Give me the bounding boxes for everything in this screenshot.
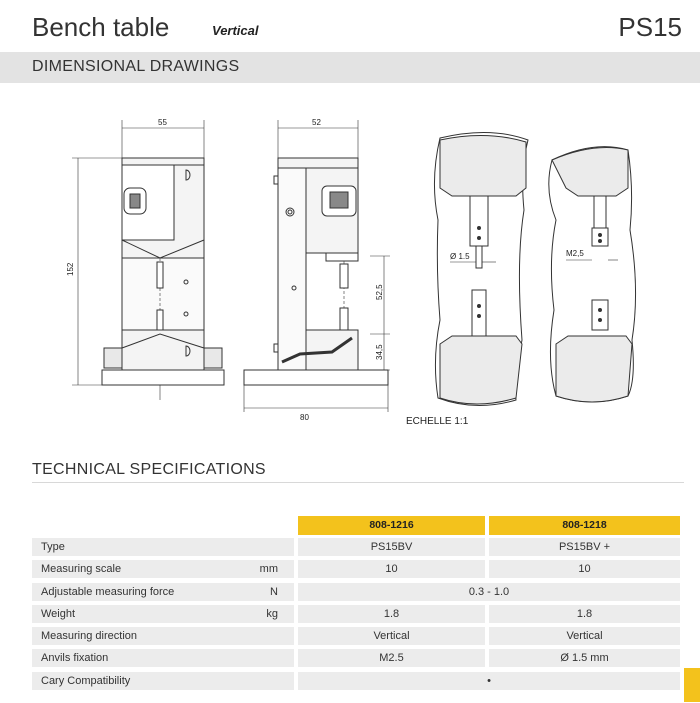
specs-section-title: TECHNICAL SPECIFICATIONS (32, 461, 266, 478)
product-code: PS15 (618, 12, 682, 42)
table-row (32, 536, 682, 558)
column-header-808-1216: 808-1216 (298, 516, 485, 535)
table-row (32, 625, 682, 647)
anvil-detail-round (434, 132, 528, 405)
specs-divider (32, 482, 684, 483)
cary-compatible-dot: • (298, 672, 680, 690)
row-label: Anvils fixation (32, 649, 294, 667)
dimensional-drawings (0, 95, 700, 440)
row-value: 10 (298, 560, 485, 578)
dim-base-width: 80 (300, 413, 309, 422)
front-view-drawing (72, 120, 224, 400)
row-label: Type (32, 538, 294, 556)
spec-table (32, 516, 682, 692)
row-label: Measuring direction (32, 627, 294, 645)
drawings-section-title: DIMENSIONAL DRAWINGS (32, 58, 240, 75)
row-label: Weight kg (32, 605, 294, 623)
dim-anvil-thread: M2,5 (566, 249, 584, 258)
row-label: Cary Compatibility (32, 672, 294, 690)
row-value: Ø 1.5 mm (489, 649, 680, 667)
scale-label: ECHELLE 1:1 (406, 416, 469, 427)
row-value: PS15BV (298, 538, 485, 556)
row-value: Vertical (298, 627, 485, 645)
table-row (32, 670, 682, 692)
row-value: PS15BV + (489, 538, 680, 556)
column-header-808-1218: 808-1218 (489, 516, 680, 535)
drawings-section-bar (0, 52, 700, 83)
row-value: 1.8 (298, 605, 485, 623)
drawings-svg (0, 95, 700, 440)
page-edge-tab (684, 668, 700, 702)
dim-upper-travel: 52,5 (375, 284, 384, 300)
page-subtitle: Vertical (212, 23, 259, 38)
table-row (32, 647, 682, 669)
spec-table-header (32, 516, 682, 536)
row-value: 1.8 (489, 605, 680, 623)
side-view-drawing (244, 120, 390, 412)
page-title: Bench table (32, 12, 170, 42)
table-row (32, 558, 682, 580)
dim-height: 152 (66, 262, 75, 276)
table-row (32, 603, 682, 625)
row-label: Adjustable measuring force N (32, 583, 294, 601)
row-value: M2.5 (298, 649, 485, 667)
row-value: Vertical (489, 627, 680, 645)
table-row (32, 581, 682, 603)
dim-side-width: 52 (312, 118, 321, 127)
row-value: 10 (489, 560, 680, 578)
dim-front-width: 55 (158, 118, 167, 127)
row-label: Measuring scale mm (32, 560, 294, 578)
dim-anvil-round: Ø 1.5 (450, 252, 470, 261)
anvil-detail-thread (549, 147, 636, 402)
dim-lower-height: 34,5 (375, 344, 384, 360)
row-value: 0.3 - 1.0 (298, 583, 680, 601)
